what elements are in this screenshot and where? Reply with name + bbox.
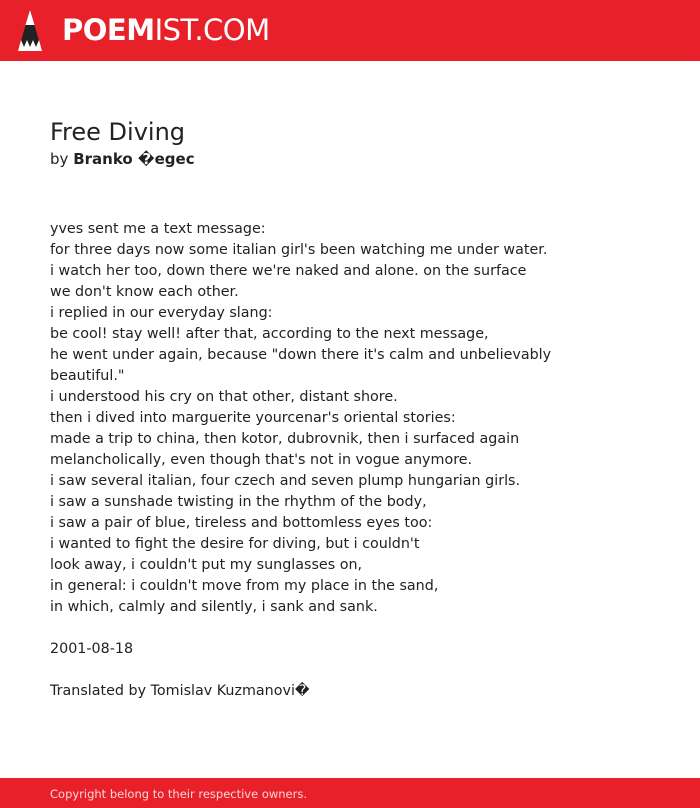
poem-line: i saw a sunshade twisting in the rhythm of the body, — [50, 494, 427, 510]
logo-bold-text: POEM — [62, 13, 155, 47]
logo-light-text: IST.COM — [154, 13, 270, 47]
author-name: Branko �egec — [73, 150, 195, 168]
site-logo[interactable] — [62, 11, 270, 49]
pencil-icon[interactable] — [18, 10, 42, 51]
poem-line: be cool! stay well! after that, according to the next message, — [50, 326, 489, 342]
poem-line: in which, calmly and silently, i sank and sank. — [50, 599, 378, 615]
poem-line: yves sent me a text message: — [50, 221, 266, 237]
poem-line: i saw several italian, four czech and seven plump hungarian girls. — [50, 473, 521, 489]
poem-line: in general: i couldn't move from my place in the sand, — [50, 578, 439, 594]
poem-line: melancholically, even though that's not in vogue anymore. — [50, 452, 473, 468]
poem-line: then i dived into marguerite yourcenar's oriental stories: — [50, 410, 456, 426]
poem-line: i wanted to fight the desire for diving, but i couldn't — [50, 536, 420, 552]
poem-line: for three days now some italian girl's been watching me under water. — [50, 242, 548, 258]
poem-date: 2001-08-18 — [50, 641, 134, 657]
poem-line: i saw a pair of blue, tireless and bottomless eyes too: — [50, 515, 433, 531]
translation-note: Translated by Tomislav Kuzmanovi� — [50, 683, 310, 699]
poem-line: we don't know each other. — [50, 284, 239, 300]
poem-line: i understood his cry on that other, distant shore. — [50, 389, 398, 405]
poem-line: made a trip to china, then kotor, dubrovnik, then i surfaced again — [50, 431, 520, 447]
by-label: by — [50, 150, 69, 168]
poem-line: beautiful." — [50, 368, 125, 384]
copyright-text: Copyright belong to their respective owners. — [50, 787, 308, 801]
site-footer — [0, 778, 700, 808]
poem-line: i watch her too, down there we're naked and alone. on the surface — [50, 263, 527, 279]
poem-line: i replied in our everyday slang: — [50, 305, 273, 321]
poem-line: look away, i couldn't put my sunglasses on, — [50, 557, 363, 573]
poem-title: Free Diving — [50, 118, 186, 146]
byline — [50, 148, 195, 170]
poem-line: he went under again, because "down there it's calm and unbelievably — [50, 347, 552, 363]
site-header — [0, 0, 700, 61]
poem-body — [50, 219, 650, 618]
